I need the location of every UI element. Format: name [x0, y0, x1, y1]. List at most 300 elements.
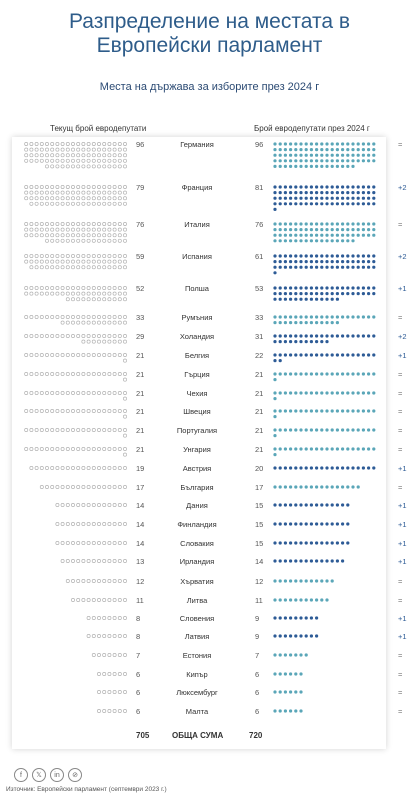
current-seat-count: 7	[136, 651, 141, 660]
current-seat-count: 96	[136, 140, 145, 149]
current-seat-dot	[103, 321, 106, 324]
current-seat-dot	[123, 559, 126, 562]
new-seat-dot	[357, 334, 360, 337]
current-seat-dot	[103, 315, 106, 318]
current-seat-dot	[108, 485, 111, 488]
current-seat-dot	[66, 298, 69, 301]
new-seat-dot	[331, 260, 334, 263]
current-seat-dot	[82, 340, 85, 343]
new-seat-dot	[284, 672, 287, 675]
new-seat-dot	[362, 222, 365, 225]
current-seat-dot	[35, 466, 38, 469]
current-seat-count: 21	[136, 389, 145, 398]
current-seat-dot	[97, 228, 100, 231]
new-seat-dot	[289, 321, 292, 324]
current-seat-dot	[61, 292, 64, 295]
current-seat-dot	[77, 522, 80, 525]
current-seat-dot	[45, 165, 48, 168]
new-seat-dot	[367, 260, 370, 263]
link-icon[interactable]: ⊘	[68, 768, 82, 782]
current-seat-dot	[97, 154, 100, 157]
left-column-header: Текущ брой евродепутати	[50, 124, 147, 133]
current-seat-dot	[97, 191, 100, 194]
new-seat-dot	[336, 142, 339, 145]
new-seat-dot	[320, 559, 323, 562]
new-seat-dot	[336, 409, 339, 412]
current-seat-dot	[113, 672, 116, 675]
new-seat-dot	[367, 185, 370, 188]
new-seat-dot	[284, 292, 287, 295]
current-seat-dot	[87, 159, 90, 162]
new-seat-dot	[336, 292, 339, 295]
new-seat-dot	[331, 197, 334, 200]
new-seat-dot	[310, 202, 313, 205]
new-seat-dot	[299, 353, 302, 356]
seat-change-label: =	[398, 688, 403, 697]
current-seat-dot	[108, 165, 111, 168]
current-seat-dot	[40, 315, 43, 318]
new-seat-dot	[362, 159, 365, 162]
new-seat-dot	[357, 197, 360, 200]
new-seat-dot	[362, 266, 365, 269]
current-seat-dot	[30, 254, 33, 257]
current-seat-dot	[66, 485, 69, 488]
new-seat-dot	[346, 334, 349, 337]
current-seat-dot	[103, 228, 106, 231]
new-seat-dot	[320, 503, 323, 506]
new-seat-dot	[325, 266, 328, 269]
new-seat-dot	[351, 266, 354, 269]
current-seat-dot	[87, 298, 90, 301]
new-seat-dot	[320, 148, 323, 151]
new-seat-dot	[289, 222, 292, 225]
current-seat-dot	[92, 191, 95, 194]
new-seat-dot	[305, 598, 308, 601]
new-seat-dot	[315, 503, 318, 506]
new-seat-dot	[325, 234, 328, 237]
current-seat-dot	[56, 185, 59, 188]
new-seat-count: 81	[255, 183, 264, 192]
new-seat-dot	[320, 298, 323, 301]
new-seat-dot	[367, 428, 370, 431]
current-seat-dot	[108, 286, 111, 289]
new-seat-dot	[362, 286, 365, 289]
new-seat-count: 15	[255, 501, 264, 510]
current-seat-dot	[66, 292, 69, 295]
current-seat-dot	[92, 159, 95, 162]
new-seat-dot	[273, 222, 276, 225]
country-label: Финландия	[177, 520, 217, 529]
current-seat-dot	[77, 292, 80, 295]
current-seat-dot	[77, 485, 80, 488]
new-seat-dot	[284, 466, 287, 469]
current-seat-dot	[97, 541, 100, 544]
current-seat-dot	[87, 485, 90, 488]
current-seat-dot	[123, 222, 126, 225]
current-seat-dot	[123, 653, 126, 656]
new-seat-dot	[299, 321, 302, 324]
current-seat-dot	[118, 372, 121, 375]
current-seat-count: 21	[136, 445, 145, 454]
current-seat-dot	[51, 485, 54, 488]
current-seat-dot	[82, 559, 85, 562]
new-seat-dot	[273, 453, 276, 456]
current-seat-dot	[118, 485, 121, 488]
new-seat-dot	[325, 321, 328, 324]
current-seat-dot	[123, 579, 126, 582]
current-seat-dot	[77, 579, 80, 582]
new-seat-dot	[325, 292, 328, 295]
new-seat-dot	[299, 522, 302, 525]
new-seat-dot	[294, 292, 297, 295]
current-seat-dot	[25, 228, 28, 231]
current-seat-dot	[25, 447, 28, 450]
new-seat-dot	[331, 466, 334, 469]
current-seat-dot	[123, 391, 126, 394]
country-label: Белгия	[184, 351, 210, 360]
current-seat-dot	[123, 228, 126, 231]
new-seat-dot	[273, 391, 276, 394]
new-seat-dot	[299, 191, 302, 194]
current-seat-dot	[40, 234, 43, 237]
new-seat-dot	[336, 372, 339, 375]
current-seat-dot	[61, 254, 64, 257]
current-seat-dot	[56, 260, 59, 263]
new-seat-dot	[331, 202, 334, 205]
new-seat-dot	[279, 353, 282, 356]
current-seat-dot	[108, 522, 111, 525]
new-seat-count: 22	[255, 351, 264, 360]
current-seat-dot	[92, 148, 95, 151]
new-seat-dot	[331, 142, 334, 145]
new-seat-dot	[279, 559, 282, 562]
current-seat-dot	[108, 239, 111, 242]
new-seat-dot	[294, 185, 297, 188]
current-seat-dot	[35, 292, 38, 295]
new-seat-dot	[325, 559, 328, 562]
current-seat-count: 6	[136, 707, 141, 716]
new-seat-dot	[315, 234, 318, 237]
current-seat-dot	[71, 202, 74, 205]
new-seat-dot	[310, 222, 313, 225]
facebook-icon[interactable]: f	[14, 768, 28, 782]
new-seat-dot	[331, 372, 334, 375]
country-label: Швеция	[183, 407, 211, 416]
new-seat-dot	[273, 142, 276, 145]
current-seat-dot	[113, 391, 116, 394]
linkedin-icon[interactable]: in	[50, 768, 64, 782]
current-seat-dot	[87, 315, 90, 318]
current-seat-dot	[108, 321, 111, 324]
new-seat-dot	[336, 522, 339, 525]
current-seat-dot	[97, 559, 100, 562]
current-seat-dot	[123, 165, 126, 168]
current-seat-dot	[61, 447, 64, 450]
new-seat-dot	[325, 598, 328, 601]
current-seat-dot	[97, 286, 100, 289]
new-seat-dot	[325, 228, 328, 231]
current-seat-dot	[113, 266, 116, 269]
new-seat-dot	[351, 185, 354, 188]
current-seat-dot	[87, 340, 90, 343]
country-label: Словения	[179, 614, 215, 623]
new-seat-dot	[331, 292, 334, 295]
current-seat-dot	[123, 709, 126, 712]
new-seat-dot	[346, 228, 349, 231]
new-seat-dot	[284, 315, 287, 318]
current-seat-dot	[61, 391, 64, 394]
new-seat-dot	[367, 286, 370, 289]
current-seat-dot	[66, 579, 69, 582]
current-seat-dot	[97, 142, 100, 145]
current-seat-dot	[66, 372, 69, 375]
new-seat-dot	[299, 634, 302, 637]
seat-change-label: =	[398, 370, 403, 379]
new-seat-dot	[331, 266, 334, 269]
new-seat-dot	[310, 239, 313, 242]
new-seat-dot	[320, 254, 323, 257]
current-seat-dot	[66, 165, 69, 168]
x-icon[interactable]: 𝕏	[32, 768, 46, 782]
current-seat-dot	[123, 453, 126, 456]
new-seat-dot	[299, 653, 302, 656]
current-seat-dot	[56, 466, 59, 469]
current-seat-dot	[45, 315, 48, 318]
current-seat-dot	[103, 485, 106, 488]
new-seat-dot	[289, 197, 292, 200]
current-seat-dot	[61, 266, 64, 269]
current-seat-dot	[25, 409, 28, 412]
new-seat-dot	[325, 202, 328, 205]
current-seat-dot	[35, 185, 38, 188]
new-seat-dot	[357, 260, 360, 263]
new-seat-dot	[273, 559, 276, 562]
current-seat-dot	[77, 353, 80, 356]
current-seat-dot	[66, 148, 69, 151]
new-seat-dot	[346, 191, 349, 194]
current-seat-dot	[118, 334, 121, 337]
new-seat-dot	[331, 353, 334, 356]
new-seat-count: 20	[255, 464, 264, 473]
new-seat-dot	[310, 409, 313, 412]
current-seat-dot	[30, 315, 33, 318]
new-seat-dot	[346, 428, 349, 431]
new-seat-dot	[315, 315, 318, 318]
seat-change-label: =	[398, 651, 403, 660]
new-seat-dot	[299, 148, 302, 151]
current-seat-dot	[61, 154, 64, 157]
new-seat-count: 15	[255, 539, 264, 548]
new-seat-dot	[315, 228, 318, 231]
current-seat-dot	[123, 254, 126, 257]
current-seat-dot	[77, 447, 80, 450]
new-seat-dot	[372, 254, 375, 257]
current-seat-dot	[113, 202, 116, 205]
current-seat-dot	[82, 239, 85, 242]
new-seat-dot	[310, 353, 313, 356]
current-seat-dot	[113, 222, 116, 225]
new-seat-dot	[325, 541, 328, 544]
current-seat-dot	[45, 466, 48, 469]
new-seat-dot	[310, 266, 313, 269]
current-seat-dot	[82, 372, 85, 375]
current-seat-dot	[123, 434, 126, 437]
current-seat-dot	[113, 372, 116, 375]
current-seat-dot	[87, 334, 90, 337]
current-seat-dot	[56, 391, 59, 394]
seat-change-label: =	[398, 220, 403, 229]
current-seat-dot	[40, 466, 43, 469]
current-seat-dot	[71, 321, 74, 324]
new-seat-dot	[346, 485, 349, 488]
new-seat-dot	[336, 260, 339, 263]
new-seat-dot	[299, 672, 302, 675]
new-seat-dot	[299, 202, 302, 205]
new-seat-dot	[315, 159, 318, 162]
new-seat-dot	[315, 154, 318, 157]
new-seat-dot	[320, 428, 323, 431]
new-seat-dot	[357, 485, 360, 488]
new-seat-dot	[289, 616, 292, 619]
current-seat-dot	[118, 503, 121, 506]
new-seat-dot	[336, 298, 339, 301]
current-seat-dot	[56, 353, 59, 356]
new-seat-dot	[310, 428, 313, 431]
new-seat-dot	[362, 372, 365, 375]
country-label: Франция	[181, 183, 213, 192]
new-seat-dot	[305, 197, 308, 200]
new-seat-dot	[341, 428, 344, 431]
new-seat-dot	[294, 334, 297, 337]
new-seat-dot	[351, 154, 354, 157]
current-seat-dot	[30, 466, 33, 469]
seat-change-label: +2	[398, 332, 407, 341]
current-seat-dot	[35, 222, 38, 225]
current-seat-dot	[82, 485, 85, 488]
new-seat-dot	[346, 541, 349, 544]
current-seat-dot	[56, 239, 59, 242]
new-seat-dot	[289, 503, 292, 506]
total-new: 720	[249, 731, 263, 740]
new-seat-dot	[305, 616, 308, 619]
new-seat-dot	[320, 315, 323, 318]
new-seat-dot	[325, 409, 328, 412]
new-seat-dot	[279, 142, 282, 145]
new-seat-dot	[357, 409, 360, 412]
current-seat-dot	[118, 634, 121, 637]
current-seat-count: 19	[136, 464, 145, 473]
current-seat-dot	[25, 154, 28, 157]
current-seat-dot	[40, 447, 43, 450]
new-seat-dot	[279, 197, 282, 200]
current-seat-dot	[123, 154, 126, 157]
current-seat-dot	[92, 353, 95, 356]
current-seat-dot	[45, 447, 48, 450]
new-seat-dot	[336, 197, 339, 200]
current-seat-dot	[40, 485, 43, 488]
new-seat-dot	[284, 159, 287, 162]
current-seat-dot	[87, 321, 90, 324]
current-seat-dot	[82, 154, 85, 157]
new-seat-dot	[279, 185, 282, 188]
new-seat-dot	[346, 197, 349, 200]
new-seat-dot	[320, 541, 323, 544]
current-seat-count: 52	[136, 284, 145, 293]
current-seat-dot	[108, 148, 111, 151]
current-seat-dot	[108, 672, 111, 675]
current-seat-dot	[61, 372, 64, 375]
new-seat-dot	[310, 541, 313, 544]
new-seat-dot	[325, 485, 328, 488]
current-seat-dot	[97, 239, 100, 242]
new-seat-dot	[320, 334, 323, 337]
new-seat-dot	[284, 340, 287, 343]
new-seat-dot	[289, 485, 292, 488]
new-seat-dot	[325, 340, 328, 343]
new-seat-dot	[320, 222, 323, 225]
new-seat-dot	[273, 372, 276, 375]
new-seat-dot	[357, 292, 360, 295]
new-seat-dot	[289, 191, 292, 194]
current-seat-dot	[108, 292, 111, 295]
current-seat-dot	[87, 428, 90, 431]
current-seat-dot	[82, 334, 85, 337]
new-seat-dot	[273, 690, 276, 693]
current-seat-dot	[25, 142, 28, 145]
country-label: Холандия	[179, 332, 215, 341]
new-seat-dot	[346, 165, 349, 168]
new-seat-dot	[273, 266, 276, 269]
new-seat-dot	[357, 185, 360, 188]
current-seat-dot	[92, 266, 95, 269]
new-seat-dot	[341, 485, 344, 488]
current-seat-dot	[103, 616, 106, 619]
current-seat-dot	[45, 197, 48, 200]
new-seat-dot	[357, 148, 360, 151]
new-seat-dot	[310, 286, 313, 289]
current-seat-dot	[87, 286, 90, 289]
current-seat-dot	[118, 292, 121, 295]
current-seat-dot	[45, 485, 48, 488]
current-seat-dot	[66, 541, 69, 544]
current-seat-count: 59	[136, 252, 145, 261]
current-seat-dot	[97, 148, 100, 151]
new-seat-dot	[336, 391, 339, 394]
new-seat-dot	[289, 202, 292, 205]
current-seat-dot	[35, 315, 38, 318]
new-seat-dot	[305, 228, 308, 231]
current-seat-dot	[77, 148, 80, 151]
new-seat-dot	[305, 292, 308, 295]
new-seat-dot	[273, 185, 276, 188]
current-seat-dot	[66, 266, 69, 269]
new-seat-dot	[367, 266, 370, 269]
new-seat-dot	[346, 315, 349, 318]
current-seat-dot	[113, 634, 116, 637]
current-seat-dot	[113, 148, 116, 151]
new-seat-dot	[320, 266, 323, 269]
current-seat-dot	[123, 415, 126, 418]
new-seat-dot	[273, 191, 276, 194]
current-seat-dot	[66, 334, 69, 337]
current-seat-dot	[103, 409, 106, 412]
new-seat-dot	[315, 298, 318, 301]
current-seat-dot	[25, 197, 28, 200]
current-seat-dot	[35, 353, 38, 356]
new-seat-dot	[315, 522, 318, 525]
current-seat-dot	[103, 598, 106, 601]
current-seat-dot	[108, 709, 111, 712]
